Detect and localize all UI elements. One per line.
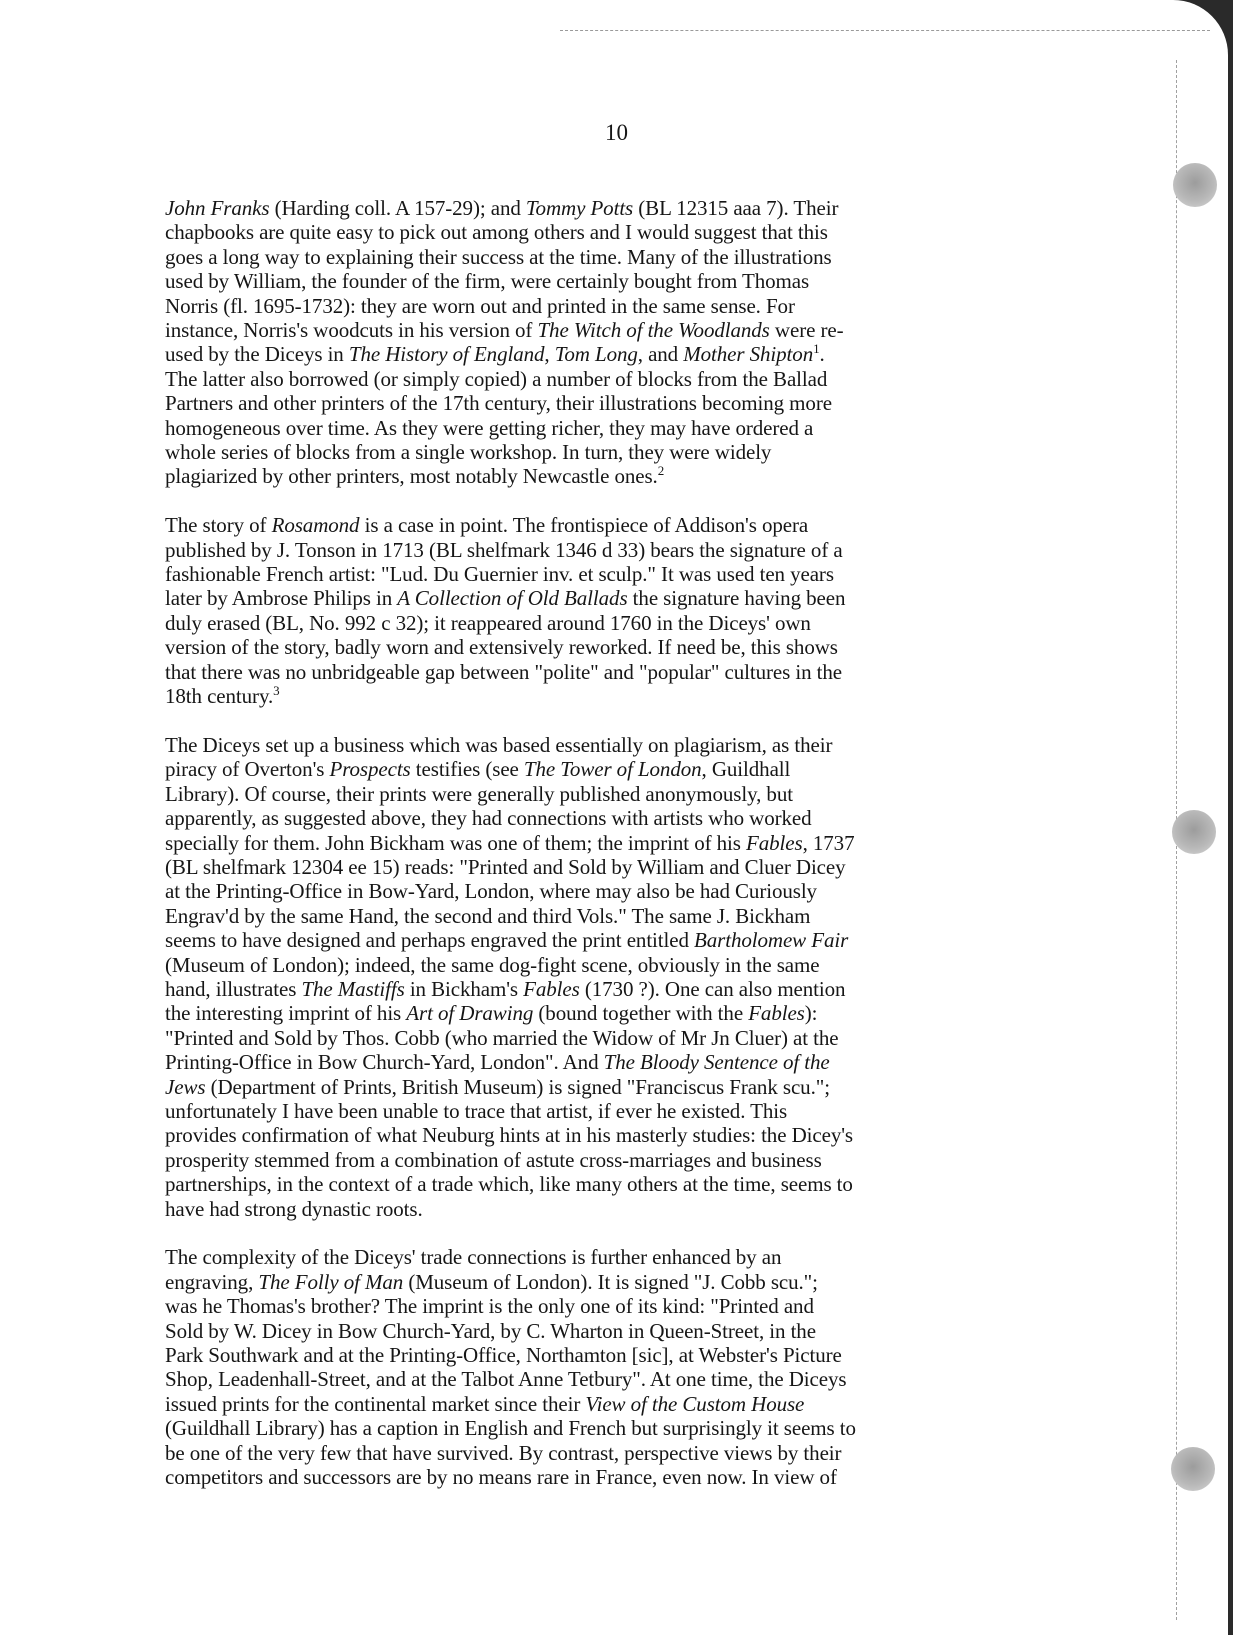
- text-run: "Printed and Sold by Thos. Cobb (who married the Widow of Mr Jn Cluer) at the: [165, 1025, 839, 1050]
- text-line: [165, 1294, 1037, 1318]
- text-run: duly erased (BL, No. 992 c 32); it reappeared around 1760 in the Diceys' own: [165, 610, 811, 635]
- italic-title: Prospects: [329, 757, 411, 782]
- text-line: [165, 367, 1037, 391]
- text-run: piracy of Overton's: [165, 757, 330, 782]
- footnote-marker: 3: [273, 683, 280, 699]
- text-run: was he Thomas's brother? The imprint is the only one of its kind: "Printed and: [165, 1294, 814, 1319]
- text-run: Partners and other printers of the 17th century, their illustrations becoming more: [165, 391, 832, 416]
- text-run: testifies (see: [410, 757, 524, 782]
- italic-title: Fables: [746, 830, 803, 855]
- text-run: Shop, Leadenhall-Street, and at the Talbot Anne Tetbury". At one time, the Diceys: [165, 1367, 847, 1392]
- text-run: Park Southwark and at the Printing-Office, Northamton [sic], at Webster's Picture: [165, 1343, 842, 1368]
- text-line: [165, 1172, 1037, 1196]
- text-run: version of the story, badly worn and extensively reworked. If need be, this shows: [165, 635, 838, 660]
- text-line: [165, 684, 1037, 708]
- text-run: The Diceys set up a business which was based essentially on plagiarism, as their: [165, 732, 833, 757]
- text-run: fashionable French artist: "Lud. Du Guernier inv. et sculp." It was used ten years: [165, 562, 834, 587]
- text-run: Library). Of course, their prints were generally published anonymously, but: [165, 781, 793, 806]
- text-line: [165, 196, 1037, 220]
- text-line: [165, 1050, 1037, 1074]
- text-line: [165, 342, 1037, 366]
- text-run: at the Printing-Office in Bow-Yard, London, where may also be had Curiously: [165, 879, 817, 904]
- italic-title: The Mastiffs: [301, 976, 405, 1001]
- text-line: [165, 1465, 1037, 1489]
- text-line: [165, 1245, 1037, 1269]
- text-line: [165, 1270, 1037, 1294]
- text-run: The complexity of the Diceys' trade connections is further enhanced by an: [165, 1245, 782, 1270]
- italic-title: Mother Shipton: [683, 342, 814, 367]
- text-run: have had strong dynastic roots.: [165, 1196, 423, 1221]
- text-line: [165, 1148, 1037, 1172]
- text-run: competitors and successors are by no means rare in France, even now. In view of: [165, 1465, 837, 1490]
- text-run: Printing-Office in Bow Church-Yard, London". And: [165, 1050, 604, 1075]
- text-line: [165, 904, 1037, 928]
- text-line: [165, 1123, 1037, 1147]
- text-run: issued prints for the continental market since their: [165, 1391, 586, 1416]
- italic-title: A Collection of Old Ballads: [397, 586, 628, 611]
- text-line: [165, 977, 1037, 1001]
- text-run: , Guildhall: [701, 757, 791, 782]
- italic-title: Art of Drawing: [406, 1001, 534, 1026]
- text-run: (Harding coll. A 157-29); and: [269, 196, 526, 220]
- text-run: (Museum of London); indeed, the same dog-fight scene, obviously in the same: [165, 952, 820, 977]
- paragraph-4: [165, 1245, 1037, 1489]
- text-run: in Bickham's: [404, 976, 524, 1001]
- text-run: prosperity stemmed from a combination of astute cross-marriages and business: [165, 1147, 822, 1172]
- text-line: [165, 1075, 1037, 1099]
- italic-title: Fables: [523, 976, 580, 1001]
- text-run: Engrav'd by the same Hand, the second and third Vols." The same J. Bickham: [165, 903, 811, 928]
- text-run: partnerships, in the context of a trade which, like many others at the time, seems to: [165, 1172, 853, 1197]
- text-run: ,: [544, 342, 555, 367]
- text-line: [165, 245, 1037, 269]
- text-line: [165, 611, 1037, 635]
- text-line: [165, 1026, 1037, 1050]
- text-run: (bound together with the: [533, 1001, 749, 1026]
- italic-title: Bartholomew Fair: [694, 928, 849, 953]
- italic-title: The Witch of the Woodlands: [537, 318, 770, 343]
- italic-title: Tom Long: [554, 342, 638, 367]
- text-run: specially for them. John Bickham was one of them; the imprint of his: [165, 830, 746, 855]
- text-run: .: [819, 342, 825, 367]
- text-line: [165, 1392, 1037, 1416]
- text-line: [165, 1343, 1037, 1367]
- text-line: [165, 1001, 1037, 1025]
- text-line: [165, 660, 1037, 684]
- text-run: used by William, the founder of the firm, were certainly bought from Thomas: [165, 269, 810, 294]
- text-run: instance, Norris's woodcuts in his version of: [165, 318, 538, 343]
- footnote-marker: 2: [657, 463, 665, 479]
- text-run: (Guildhall Library) has a caption in English and French but surprisingly it seems to: [165, 1416, 856, 1441]
- text-run: The latter also borrowed (or simply copied) a number of blocks from the Ballad: [165, 366, 828, 391]
- text-line: [165, 733, 1037, 757]
- text-line: [165, 562, 1037, 586]
- text-line: [165, 1367, 1037, 1391]
- text-line: [165, 1197, 1037, 1221]
- text-line: [165, 928, 1037, 952]
- italic-title: The History of England: [348, 342, 545, 367]
- italic-title: View of the Custom House: [585, 1391, 805, 1416]
- punch-hole-middle: [1172, 810, 1216, 854]
- text-line: [165, 855, 1037, 879]
- italic-title: The Folly of Man: [258, 1269, 404, 1294]
- text-line: [165, 1416, 1037, 1440]
- text-line: [165, 1441, 1037, 1465]
- text-line: [165, 635, 1037, 659]
- text-line: [165, 757, 1037, 781]
- text-run: (BL shelfmark 12304 ee 15) reads: "Printed and Sold by William and Cluer Dicey: [165, 854, 846, 879]
- text-run: be one of the very few that have survived. By contrast, perspective views by their: [165, 1440, 842, 1465]
- scan-edge-top: [560, 30, 1210, 31]
- text-run: Sold by W. Dicey in Bow Church-Yard, by C. Wharton in Queen-Street, in the: [165, 1318, 816, 1343]
- italic-title: Rosamond: [271, 513, 360, 538]
- text-run: 18th century.: [165, 684, 274, 709]
- text-run: , and: [637, 342, 684, 367]
- text-run: apparently, as suggested above, they had connections with artists who worked: [165, 806, 812, 831]
- text-line: [165, 391, 1037, 415]
- text-line: [165, 416, 1037, 440]
- italic-title: Tommy Potts: [525, 196, 634, 220]
- text-line: [165, 269, 1037, 293]
- punch-hole-bottom: [1171, 1447, 1215, 1491]
- text-run: whole series of blocks from a single workshop. In turn, they were widely: [165, 440, 772, 465]
- italic-title: The Tower of London: [523, 757, 702, 782]
- text-run: The story of: [165, 513, 272, 538]
- text-run: Norris (fl. 1695-1732): they are worn out and printed in the same sense. For: [165, 293, 795, 318]
- text-line: [165, 538, 1037, 562]
- text-run: provides confirmation of what Neuburg hints at in his masterly studies: the Dicey's: [165, 1123, 853, 1148]
- text-run: engraving,: [165, 1269, 259, 1294]
- text-line: [165, 1319, 1037, 1343]
- text-line: [165, 831, 1037, 855]
- text-run: (Museum of London). It is signed "J. Cobb scu.";: [403, 1269, 818, 1294]
- text-line: [165, 318, 1037, 342]
- italic-title: John Franks: [165, 196, 270, 220]
- text-run: unfortunately I have been unable to trace that artist, if ever he existed. This: [165, 1099, 788, 1123]
- italic-title: The Bloody Sentence of the: [603, 1050, 830, 1075]
- text-run: chapbooks are quite easy to pick out among others and I would suggest that this: [165, 220, 828, 245]
- text-run: seems to have designed and perhaps engraved the print entitled: [165, 928, 695, 953]
- text-line: [165, 1099, 1037, 1123]
- body-text: [165, 196, 1037, 1514]
- text-run: the interesting imprint of his: [165, 1001, 407, 1026]
- text-run: hand, illustrates: [165, 976, 302, 1001]
- text-line: [165, 464, 1037, 488]
- italic-title: Fables: [748, 1001, 805, 1026]
- paragraph-2: [165, 513, 1037, 708]
- italic-title: Jews: [165, 1074, 206, 1099]
- text-run: (1730 ?). One can also mention: [579, 976, 846, 1001]
- text-run: plagiarized by other printers, most notably Newcastle ones.: [165, 464, 658, 489]
- text-line: [165, 782, 1037, 806]
- text-run: used by the Diceys in: [165, 342, 349, 367]
- paragraph-1: [165, 196, 1037, 489]
- text-run: published by J. Tonson in 1713 (BL shelfmark 1346 d 33) bears the signature of a: [165, 537, 843, 562]
- page-number: 10: [605, 120, 628, 145]
- text-run: were re-: [769, 318, 844, 343]
- text-run: , 1737: [802, 830, 855, 855]
- text-line: [165, 220, 1037, 244]
- text-line: [165, 586, 1037, 610]
- text-run: goes a long way to explaining their success at the time. Many of the illustrations: [165, 244, 832, 269]
- footnote-marker: 1: [813, 341, 820, 357]
- punch-hole-top: [1173, 163, 1217, 207]
- text-run: later by Ambrose Philips in: [165, 586, 398, 611]
- text-run: (Department of Prints, British Museum) is signed "Franciscus Frank scu.";: [205, 1074, 830, 1099]
- text-line: [165, 953, 1037, 977]
- text-run: ):: [804, 1001, 818, 1026]
- text-run: is a case in point. The frontispiece of Addison's opera: [359, 513, 809, 538]
- text-run: homogeneous over time. As they were getting richer, they may have ordered a: [165, 415, 814, 440]
- text-run: the signature having been: [627, 586, 846, 611]
- text-line: [165, 294, 1037, 318]
- text-run: (BL 12315 aaa 7). Their: [633, 196, 839, 220]
- text-run: that there was no unbridgeable gap between "polite" and "popular" cultures in the: [165, 659, 842, 684]
- text-line: [165, 513, 1037, 537]
- paragraph-3: [165, 733, 1037, 1221]
- text-line: [165, 440, 1037, 464]
- text-line: [165, 879, 1037, 903]
- text-line: [165, 806, 1037, 830]
